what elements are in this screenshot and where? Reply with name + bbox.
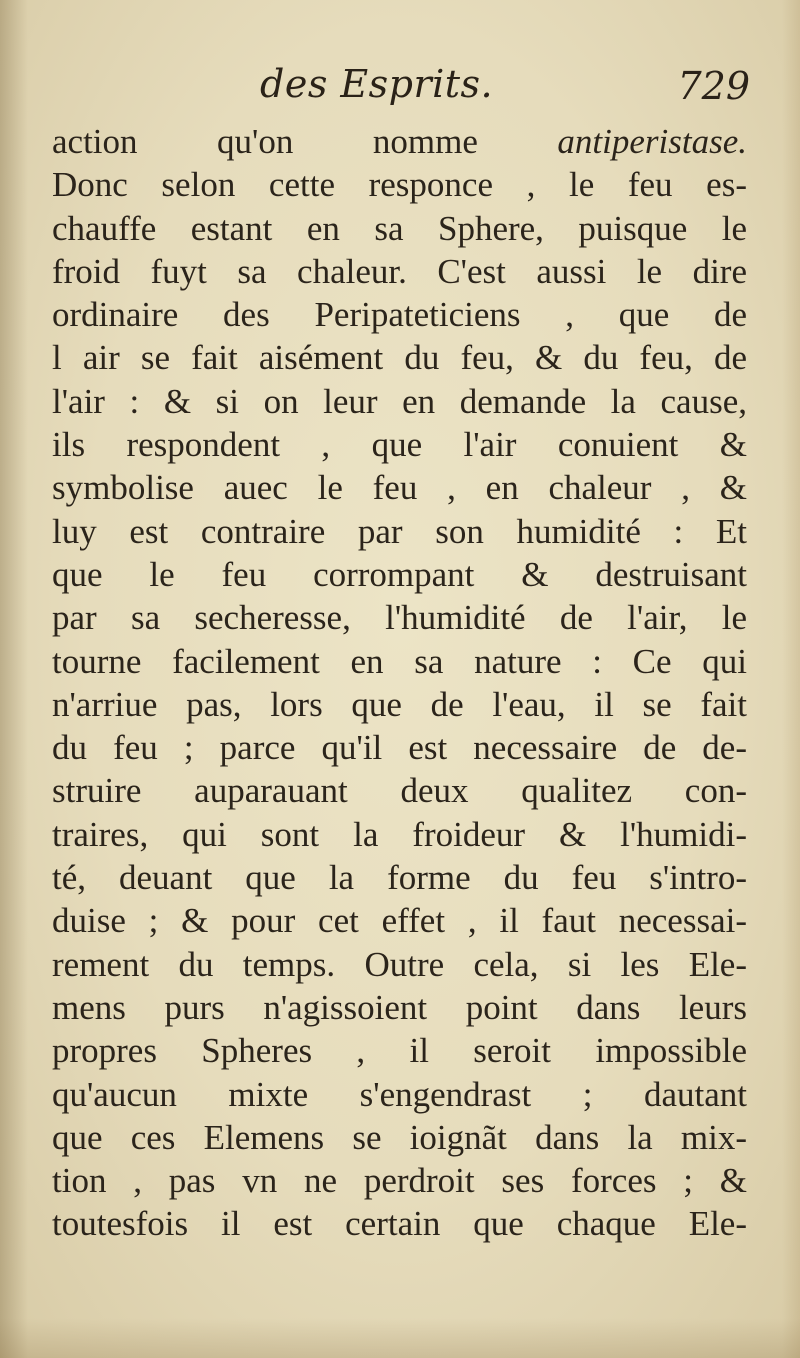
text-line: du feu ; parce qu'il est necessaire de de- [52, 728, 747, 768]
text-line: symbolise auec le feu , en chaleur , & [52, 468, 747, 508]
text-line: té, deuant que la forme du feu s'intro- [52, 858, 747, 898]
running-head [60, 62, 750, 122]
text-line: toutesfois il est certain que chaque Ele- [52, 1204, 747, 1244]
text-line: par sa secheresse, l'humidité de l'air, le [52, 598, 747, 638]
text-line: l'air : & si on leur en demande la cause, [52, 381, 747, 421]
text-line: que le feu corrompant & destruisant [52, 554, 747, 594]
text-line: propres Spheres , il seroit impossible [52, 1031, 747, 1071]
text-line: Donc selon cette responce , le feu es- [52, 165, 747, 205]
text-line: chauffe estant en sa Sphere, puisque le [52, 208, 747, 248]
text-line: n'arriue pas, lors que de l'eau, il se fait [52, 684, 747, 724]
text-line: luy est contraire par son humidité : Et [52, 511, 747, 551]
text-line: mens purs n'agissoient point dans leurs [52, 987, 747, 1027]
text-line: ils respondent , que l'air conuient & [52, 425, 747, 465]
text-line: action qu'on nomme antiperistase. [52, 122, 747, 161]
text-line: ordinaire des Peripateticiens , que de [52, 295, 747, 335]
text-line: tion , pas vn ne perdroit ses forces ; & [52, 1161, 747, 1201]
text-line: l air se fait aisément du feu, & du feu, de [52, 338, 747, 378]
body-text [52, 120, 747, 1246]
page-edge-shadow [782, 0, 800, 1358]
text-line: traires, qui sont la froideur & l'humidi- [52, 814, 747, 854]
text-line: froid fuyt sa chaleur. C'est aussi le dire [52, 251, 747, 291]
text-line: rement du temps. Outre cela, si les Ele- [52, 944, 747, 984]
text-line: struire auparauant deux qualitez con- [52, 771, 747, 811]
text-line: que ces Elemens se ioignãt dans la mix- [52, 1117, 747, 1157]
page-number: 729 [677, 64, 750, 108]
text-line: duise ; & pour cet effet , il faut necessai- [52, 901, 747, 941]
text-line: qu'aucun mixte s'engendrast ; dautant [52, 1074, 747, 1114]
italic-term: antiperistase. [557, 122, 747, 161]
running-title: des Esprits. [260, 62, 494, 106]
text-line: tourne facilement en sa nature : Ce qui [52, 641, 747, 681]
